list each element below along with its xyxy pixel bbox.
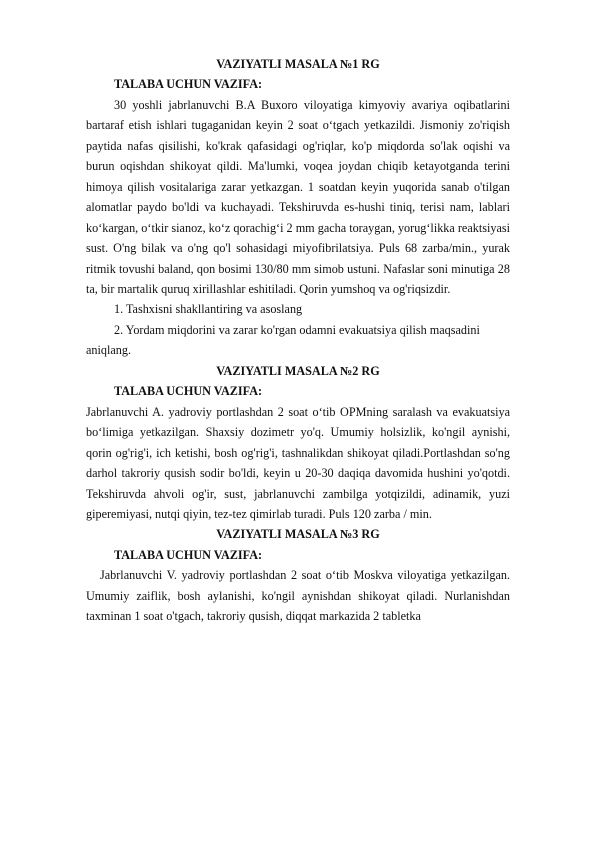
problem-1 <box>86 54 510 361</box>
document-page <box>86 54 510 627</box>
problem-2 <box>86 361 510 525</box>
problem-3-body: Jabrlanuvchi V. yadroviy portlashdan 2 soat o‘tib Moskva viloyatiga yetkazilgan. Umumiy zaiflik, bosh aylanishi, ko'ngil aynishdan shikoyat qiladi. Nurlanishdan taxminan 1 soat o'tgach, takroriy qusish, diqqat markazida 2 tabletka <box>86 568 510 624</box>
problem-1-body: 30 yoshli jabrlanuvchi B.A Buxoro viloyatiga kimyoviy avariya oqibatlarini bartaraf etish ishlari tugaganidan keyin 2 soat o‘tgach yetkazildi. Jismoniy zo'riqish paytida nafas qisilishi, ko'krak qafasidagi og'riqlar, ko'p miqdorda so'lak oqishi va burun oqishdan shikoyat qildi. Ma'lumki, voqea joydan chiqib ketayotganda terini himoya qilish vositalariga zarar yetkazgan. 1 soatdan keyin yuqorida sanab o'tilgan alomatlar paydo bo'ldi va kuchayadi. Tekshiruvda es-hushi tiniq, terisi nam, lablari ko‘kargan, o‘tkir sianoz, ko‘z qorachig‘i 2 mm gacha toraygan, yorug‘likka reaktsiyasi sust. O'ng bilak va o'ng qo'l sohasidagi miyofibrilatsiya. Puls 68 zarba/min., yurak ritmik tovushi baland, qon bosimi 130/80 mm simob ustuni. Nafaslar soni minutiga 28 ta, bir martalik quruq xirillashlar eshitiladi. Qorin yumshoq va og'riqsizdir. <box>86 97 510 296</box>
problem-3 <box>86 524 510 626</box>
problem-1-task-label: TALABA UCHUN VAZIFA: <box>114 77 263 92</box>
problem-1-title: VAZIYATLI MASALA №1 RG <box>216 57 380 71</box>
problem-1-item-2: 2. Yordam miqdorini va zarar ko'rgan odamni evakuatsiya qilish maqsadini aniqlang. <box>86 322 480 358</box>
problem-2-title: VAZIYATLI MASALA №2 RG <box>216 363 380 378</box>
problem-3-task-label: TALABA UCHUN VAZIFA: <box>114 547 263 562</box>
problem-3-title: VAZIYATLI MASALA №3 RG <box>216 527 380 542</box>
problem-2-task-label: TALABA UCHUN VAZIFA: <box>114 384 263 399</box>
problem-1-item-1: 1. Tashxisni shakllantiring va asoslang <box>114 302 303 317</box>
problem-2-body: Jabrlanuvchi A. yadroviy portlashdan 2 soat o‘tib OPMning saralash va evakuatsiya bo‘limiga yetkazilgan. Shaxsiy dozimetr yo'q. Umumiy holsizlik, ko'ngil aynishi, qorin og'rig'i, ich ketishi, bosh og'rig'i, tashnalikdan shikoyat qiladi.Portlashdan so'ng darhol takroriy qusish sodir bo'ldi, keyin u 20-30 daqiqa davomida hushini yo'qotdi. Tekshiruvda ahvoli og'ir, sust, jabrlanuvchi zambilga yotqizildi, adinamik, yuzi giperemiyasi, nutqi qiyin, tez-tez qimirlab turadi. Puls 120 zarba / min. <box>86 404 510 521</box>
